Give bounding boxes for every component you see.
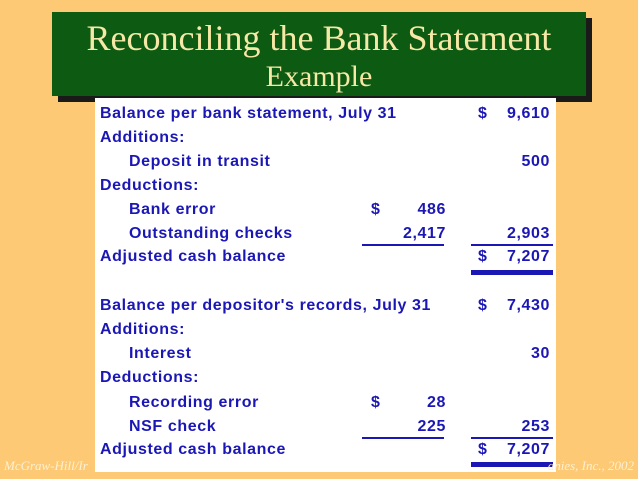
- depositor-adjusted-double-underline: [471, 462, 553, 467]
- recording-error-value: 28: [427, 394, 446, 411]
- outstanding-checks-label: Outstanding checks: [129, 225, 293, 242]
- reconciliation-table: [95, 98, 556, 472]
- bank-additions-row: [95, 126, 556, 150]
- bank-error-label: Bank error: [129, 201, 216, 218]
- interest-value: 30: [531, 345, 550, 362]
- depositor-additions-row: [95, 318, 556, 342]
- slide-title: Reconciling the Bank Statement: [86, 18, 552, 58]
- footer-publisher: McGraw-Hill/Ir: [4, 458, 88, 473]
- bank-error-value: 486: [417, 201, 446, 218]
- interest-label: Interest: [129, 345, 192, 362]
- nsf-check-label: NSF check: [129, 418, 217, 435]
- recording-error-dollar: $: [371, 394, 381, 411]
- slide-subtitle: Example: [265, 60, 373, 93]
- recording-error-label: Recording error: [129, 394, 259, 411]
- depositor-adjusted-row: [95, 438, 556, 462]
- bank-error-row: [95, 198, 556, 222]
- deposit-in-transit-row: [95, 150, 556, 174]
- outstanding-checks-value: 2,417: [402, 225, 446, 242]
- bank-adjusted-label: Adjusted cash balance: [100, 248, 286, 265]
- depositor-deductions-label: Deductions:: [100, 369, 200, 386]
- nsf-check-value: 225: [417, 418, 446, 435]
- bank-error-dollar: $: [371, 201, 381, 218]
- bank-balance-row: [95, 102, 556, 126]
- depositor-balance-dollar: $: [478, 297, 488, 314]
- bank-deductions-total: 2,903: [506, 225, 550, 242]
- deposit-in-transit-label: Deposit in transit: [129, 153, 271, 170]
- recording-error-row: [95, 391, 556, 415]
- bank-balance-label: Balance per bank statement, July 31: [100, 105, 397, 122]
- bank-additions-label: Additions:: [100, 129, 186, 146]
- bank-adjusted-row: [95, 245, 556, 269]
- title-banner: [52, 12, 586, 96]
- bank-balance-dollar: $: [478, 105, 488, 122]
- depositor-additions-label: Additions:: [100, 321, 186, 338]
- bank-balance-value: 9,610: [506, 105, 550, 122]
- depositor-balance-row: [95, 294, 556, 318]
- bank-adjusted-double-underline: [471, 270, 553, 275]
- depositor-deductions-row: [95, 366, 556, 390]
- depositor-adjusted-label: Adjusted cash balance: [100, 441, 286, 458]
- bank-adjusted-dollar: $: [478, 248, 488, 265]
- depositor-balance-label: Balance per depositor's records, July 31: [100, 297, 432, 314]
- nsf-check-row: [95, 415, 556, 439]
- depositor-balance-value: 7,430: [506, 297, 550, 314]
- depositor-adjusted-dollar: $: [478, 441, 488, 458]
- depositor-deductions-total: 253: [521, 418, 550, 435]
- footer-copyright: anies, Inc., 2002: [547, 458, 634, 473]
- bank-deductions-label: Deductions:: [100, 177, 200, 194]
- outstanding-checks-row: [95, 222, 556, 246]
- deposit-in-transit-value: 500: [521, 153, 550, 170]
- bank-adjusted-value: 7,207: [506, 248, 550, 265]
- depositor-adjusted-value: 7,207: [506, 441, 550, 458]
- interest-row: [95, 342, 556, 366]
- bank-deductions-row: [95, 174, 556, 198]
